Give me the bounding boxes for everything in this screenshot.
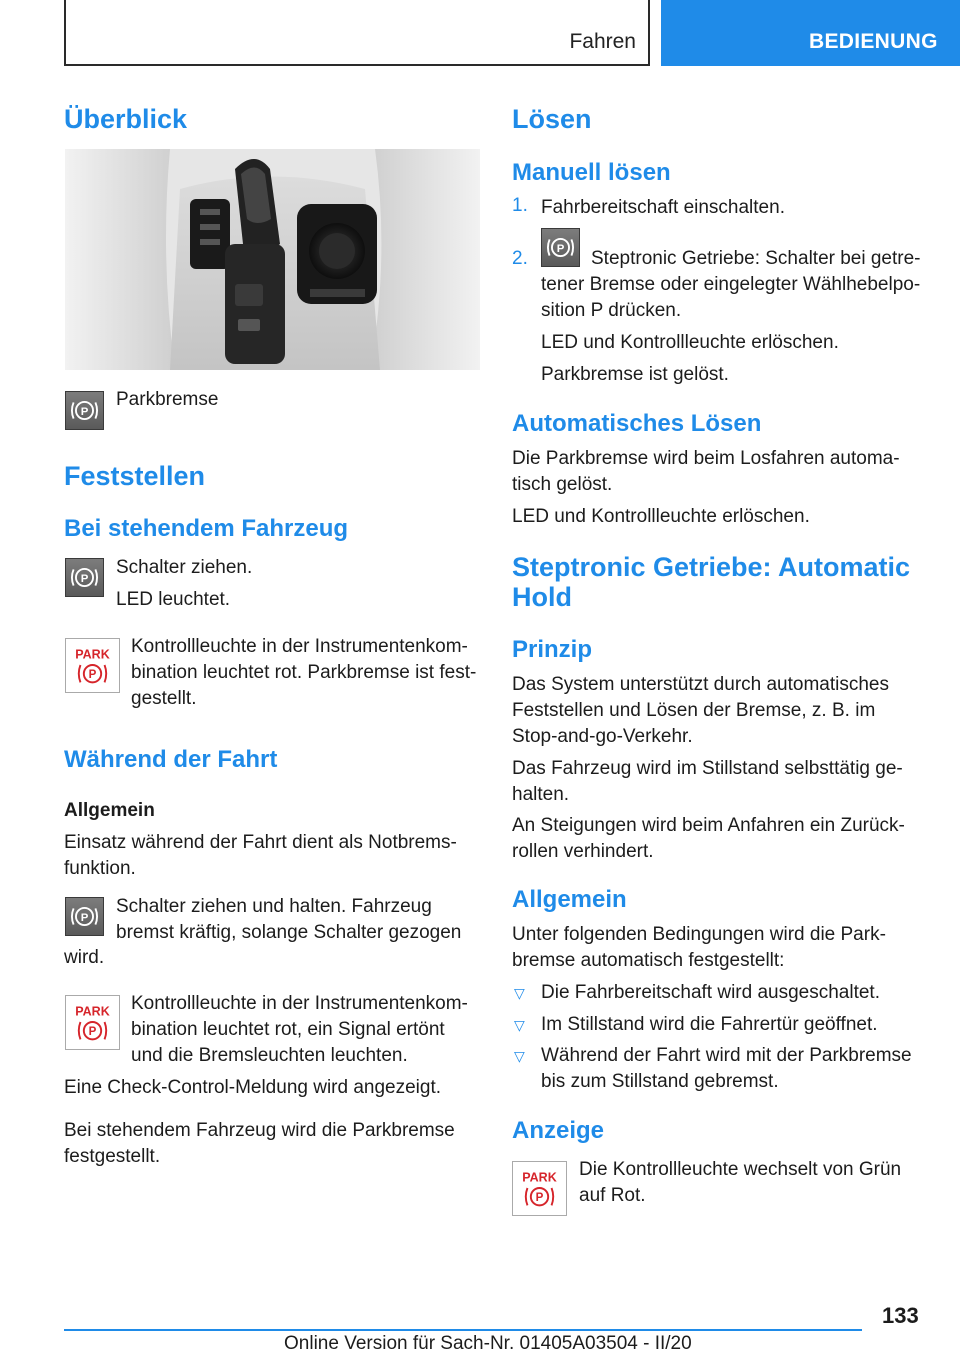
text-einsatz-1: Einsatz während der Fahrt dient als Notbrems- (64, 832, 457, 853)
text-check-control: Eine Check-Control-Meldung wird angezeigt. (64, 1077, 442, 1098)
text-anzeige-1: Die Kontrollleuchte wechselt von Grün (579, 1159, 902, 1180)
heading-ueberblick: Überblick (64, 104, 188, 134)
bullet-triangle-icon: ▽ (514, 1017, 525, 1033)
bullet-3-text-2: bis zum Stillstand gebremst. (541, 1071, 779, 1092)
text-prinzip-3: Stop-and-go-Verkehr. (512, 726, 693, 747)
text-geloest: Parkbremse ist gelöst. (541, 364, 729, 385)
heading-automatisches-loesen: Automatisches Lösen (512, 410, 762, 437)
step-1-text: Fahrbereitschaft einschalten. (541, 197, 785, 218)
svg-text:PARK: PARK (522, 1170, 557, 1185)
parking-brake-icon (541, 228, 580, 267)
svg-text:P: P (535, 1192, 544, 1205)
text-halten-3: wird. (64, 947, 105, 968)
text-gehalten-1: Das Fahrzeug wird im Stillstand selbsttätig ge- (512, 758, 903, 779)
svg-text:P: P (88, 1026, 97, 1039)
park-warning-icon (65, 638, 120, 693)
text-led-erloeschen: LED und Kontrollleuchte erlöschen. (541, 332, 839, 353)
text-led-leuchtet: LED leuchtet. (116, 589, 231, 610)
page-number: 133 (882, 1303, 919, 1328)
step-2-text-1: Steptronic Getriebe: Schalter bei getre- (591, 248, 921, 269)
text-kontroll2-2: bination leuchtet rot, ein Signal ertönt (131, 1019, 445, 1040)
text-kontroll1-1: Kontrollleuchte in der Instrumentenkom- (131, 636, 468, 657)
step-number-1: 1. (512, 195, 528, 216)
text-bedingungen-1: Unter folgenden Bedingungen wird die Park- (512, 924, 886, 945)
bullet-2-text: Im Stillstand wird die Fahrertür geöffnet. (541, 1014, 878, 1035)
text-prinzip-2: Feststellen und Lösen der Bremse, z. B. im (512, 700, 876, 721)
text-auto-1: Die Parkbremse wird beim Losfahren automa- (512, 448, 900, 469)
svg-text:P: P (556, 242, 565, 255)
heading-allgemein: Allgemein (512, 886, 627, 913)
console-photo (65, 149, 480, 370)
svg-text:PARK: PARK (75, 647, 110, 662)
svg-text:P: P (88, 669, 97, 682)
text-schalter-ziehen: Schalter ziehen. (116, 557, 253, 578)
header-section[interactable]: BEDIENUNG (809, 30, 938, 53)
header-chapter-box (64, 0, 650, 66)
footer-divider (64, 1329, 862, 1331)
caption-parkbremse: Parkbremse (116, 389, 219, 410)
text-led-erloeschen-2: LED und Kontrollleuchte erlöschen. (512, 506, 810, 527)
text-kontroll1-2: bination leuchtet rot. Parkbremse ist fest- (131, 662, 477, 683)
text-steigungen-2: rollen verhindert. (512, 841, 654, 862)
step-number-2: 2. (512, 248, 528, 269)
text-halten-2: bremst kräftig, solange Schalter gezogen (116, 922, 462, 943)
bullet-3-text-1: Während der Fahrt wird mit der Parkbremse (541, 1045, 912, 1066)
parking-brake-icon (65, 897, 104, 936)
text-einsatz-2: funktion. (64, 858, 136, 879)
text-steigungen-1: An Steigungen wird beim Anfahren ein Zurück- (512, 815, 905, 836)
footer-version[interactable]: Online Version für Sach-Nr. 01405A03504 - II/20 (284, 1333, 692, 1354)
text-bei-stehendem-2: festgestellt. (64, 1146, 161, 1167)
text-gehalten-2: halten. (512, 784, 570, 805)
heading-steptronic-2: Hold (512, 582, 572, 612)
text-auto-2: tisch gelöst. (512, 474, 613, 495)
svg-text:P: P (80, 911, 89, 924)
text-kontroll2-3: und die Bremsleuchten leuchten. (131, 1045, 408, 1066)
heading-steptronic-1: Steptronic Getriebe: Automatic (512, 552, 911, 582)
subheading-allgemein: Allgemein (64, 800, 155, 821)
park-warning-icon (512, 1161, 567, 1216)
parking-brake-icon (65, 391, 104, 430)
step-2-text-2: tener Bremse oder eingelegter Wählhebelpo- (541, 274, 921, 295)
park-warning-icon (65, 995, 120, 1050)
bullet-triangle-icon: ▽ (514, 985, 525, 1001)
heading-bei-stehendem: Bei stehendem Fahrzeug (64, 515, 349, 542)
text-prinzip-1: Das System unterstützt durch automatisches (512, 674, 889, 695)
svg-text:P: P (80, 572, 89, 585)
text-bedingungen-2: bremse automatisch festgestellt: (512, 950, 785, 971)
header-section-box (661, 0, 960, 66)
text-halten-1: Schalter ziehen und halten. Fahrzeug (116, 896, 432, 917)
text-anzeige-2: auf Rot. (579, 1185, 646, 1206)
heading-manuell-loesen: Manuell lösen (512, 159, 671, 186)
heading-anzeige: Anzeige (512, 1117, 605, 1144)
text-kontroll2-1: Kontrollleuchte in der Instrumentenkom- (131, 993, 468, 1014)
heading-prinzip: Prinzip (512, 636, 593, 663)
header-chapter[interactable]: Fahren (569, 30, 636, 53)
heading-waehrend-fahrt: Während der Fahrt (64, 746, 278, 773)
parking-brake-icon (65, 558, 104, 597)
step-2-text-3: sition P drücken. (541, 300, 682, 321)
bullet-triangle-icon: ▽ (514, 1048, 525, 1064)
bullet-1-text: Die Fahrbereitschaft wird ausgeschaltet. (541, 982, 880, 1003)
svg-text:P: P (80, 405, 89, 418)
text-kontroll1-3: gestellt. (131, 688, 197, 709)
text-bei-stehendem-1: Bei stehendem Fahrzeug wird die Parkbremse (64, 1120, 455, 1141)
heading-loesen: Lösen (512, 104, 592, 134)
svg-text:PARK: PARK (75, 1004, 110, 1019)
heading-feststellen: Feststellen (64, 461, 206, 491)
